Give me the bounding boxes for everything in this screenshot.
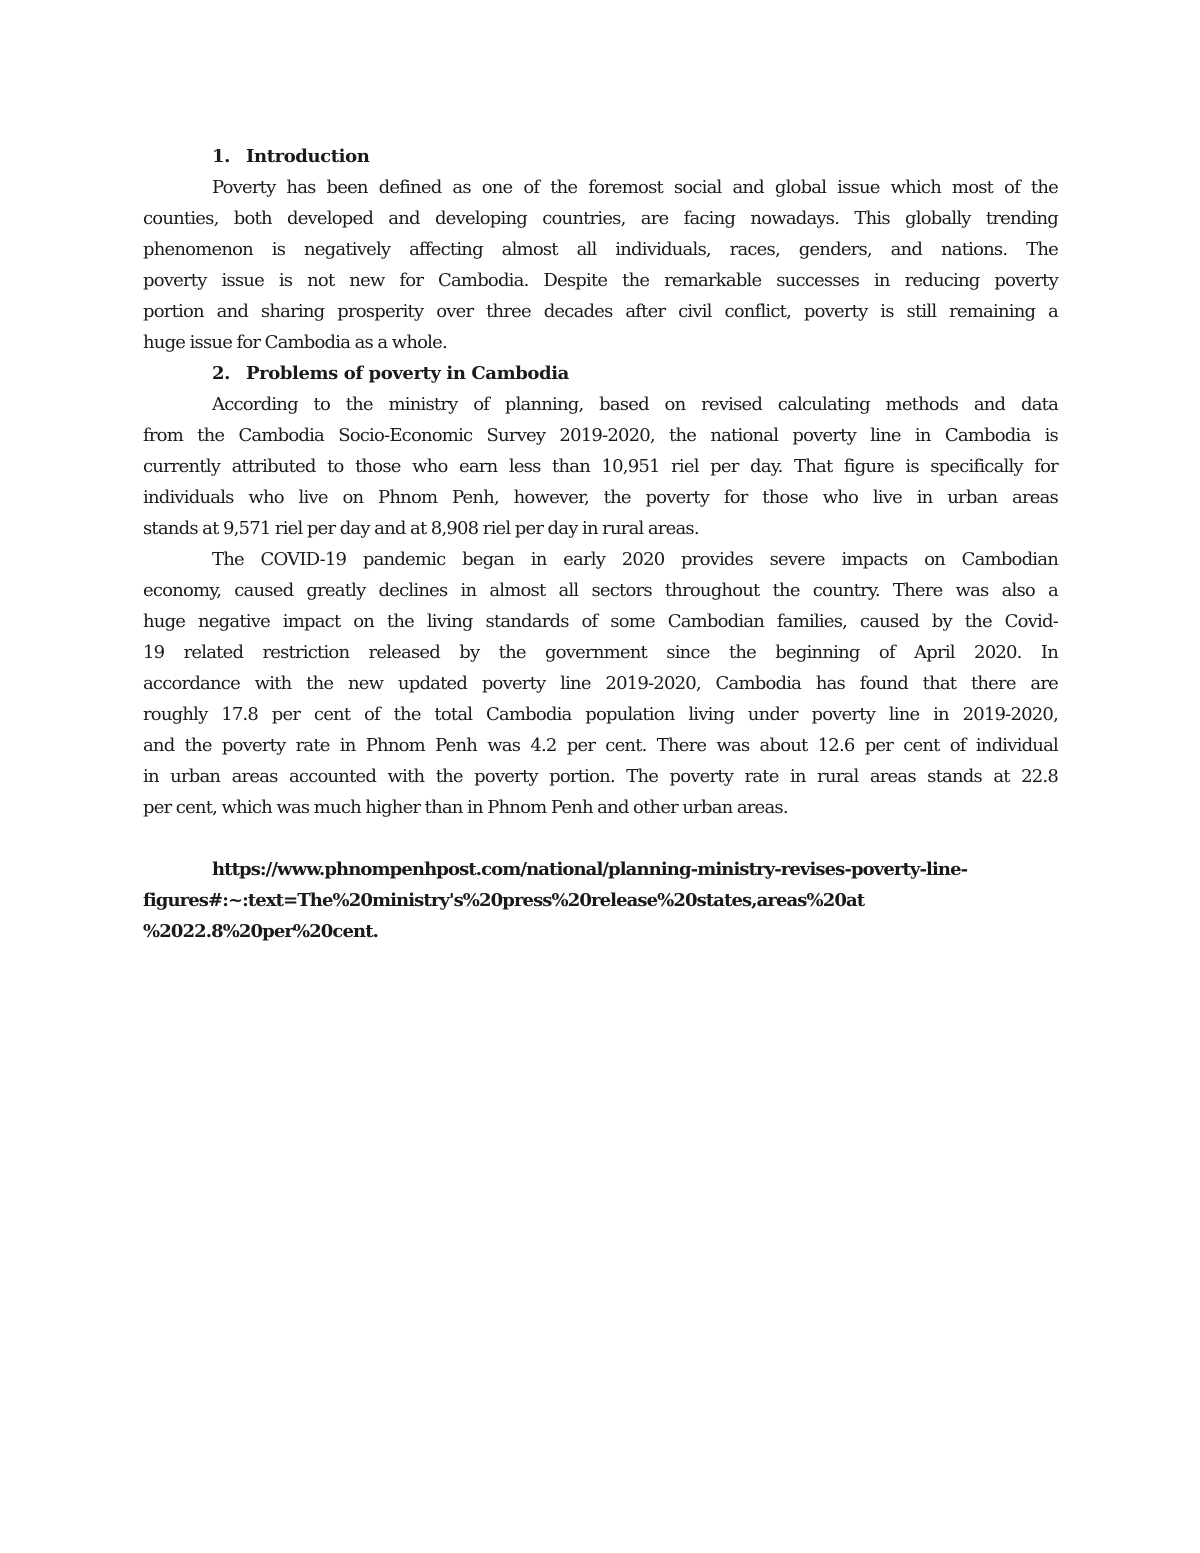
paragraph-line: counties, both developed and developing countries, are facing nowadays. This globally trending: [143, 208, 1058, 229]
section-title: Problems of poverty in Cambodia: [246, 363, 569, 384]
paragraph-line: phenomenon is negatively affecting almost all individuals, races, genders, and nations. The: [143, 239, 1058, 260]
source-url: [143, 854, 1058, 947]
paragraph-line: The COVID-19 pandemic began in early 2020 provides severe impacts on Cambodian: [212, 549, 1058, 570]
paragraph-covid: [143, 544, 1058, 823]
paragraph-line: According to the ministry of planning, based on revised calculating methods and data: [212, 394, 1058, 415]
paragraph-line: from the Cambodia Socio-Economic Survey 2019-2020, the national poverty line in Cambodia is: [143, 425, 1058, 446]
source-url-line: https://www.phnompenhpost.com/national/planning-ministry-revises-poverty-line-: [212, 859, 968, 880]
paragraph-line: and the poverty rate in Phnom Penh was 4.2 per cent. There was about 12.6 per cent of individual: [143, 735, 1058, 756]
paragraph-line: stands at 9,571 riel per day and at 8,908 riel per day in rural areas.: [143, 518, 699, 539]
paragraph-line: roughly 17.8 per cent of the total Cambodia population living under poverty line in 2019-2020,: [143, 704, 1058, 725]
paragraph-line: economy, caused greatly declines in almost all sectors throughout the country. There was also a: [143, 580, 1058, 601]
source-url-line: %2022.8%20per%20cent.: [143, 921, 378, 942]
section-title: Introduction: [246, 146, 370, 167]
paragraph-line: individuals who live on Phnom Penh, however, the poverty for those who live in urban areas: [143, 487, 1058, 508]
paragraph-line: accordance with the new updated poverty line 2019-2020, Cambodia has found that there are: [143, 673, 1058, 694]
section-heading-problems: [143, 358, 1058, 389]
section-number: 2.: [212, 363, 230, 384]
paragraph-line: huge negative impact on the living standards of some Cambodian families, caused by the Covid-: [143, 611, 1058, 632]
paragraph-line: in urban areas accounted with the poverty portion. The poverty rate in rural areas stands at 22.8: [143, 766, 1058, 787]
section-number: 1.: [212, 146, 230, 167]
paragraph-line: Poverty has been defined as one of the foremost social and global issue which most of the: [212, 177, 1058, 198]
document-page: [143, 141, 1058, 947]
section-heading-introduction: [143, 141, 1058, 172]
paragraph-line: portion and sharing prosperity over three decades after civil conflict, poverty is still remaining a: [143, 301, 1058, 322]
source-url-line: figures#:~:text=The%20ministry's%20press%20release%20states,areas%20at: [143, 890, 865, 911]
paragraph-line: per cent, which was much higher than in Phnom Penh and other urban areas.: [143, 797, 788, 818]
paragraph-introduction: [143, 172, 1058, 358]
paragraph-line: currently attributed to those who earn less than 10,951 riel per day. That figure is specifically for: [143, 456, 1058, 477]
paragraph-line: huge issue for Cambodia as a whole.: [143, 332, 447, 353]
paragraph-line: poverty issue is not new for Cambodia. Despite the remarkable successes in reducing poverty: [143, 270, 1058, 291]
paragraph-poverty-line: [143, 389, 1058, 544]
paragraph-line: 19 related restriction released by the government since the beginning of April 2020. In: [143, 642, 1058, 663]
